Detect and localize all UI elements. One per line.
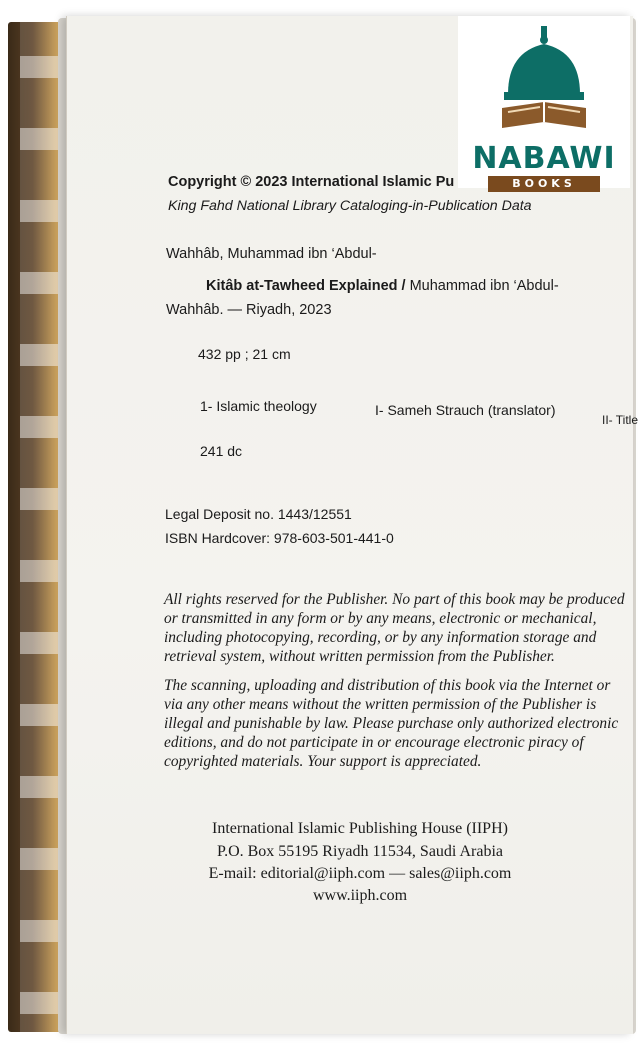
book-title: Kitâb at-Tawheed Explained / xyxy=(206,278,406,294)
cataloging-line: King Fahd National Library Cataloging-in-Publication Data xyxy=(168,198,532,214)
rights-paragraph xyxy=(164,590,630,666)
scanning-line: via any other means without the written permission of the Publisher is xyxy=(164,696,597,713)
logo-wordmark: NABAWI xyxy=(472,141,616,176)
title-author: Muhammad ibn ‘Abdul- xyxy=(405,278,559,294)
logo-subtitle: BOOKS xyxy=(488,176,600,192)
publisher-website: www.iiph.com xyxy=(312,887,408,904)
dewey-line: 241 dc xyxy=(200,443,243,459)
dome-book-icon xyxy=(498,24,590,134)
pages-line: 432 pp ; 21 cm xyxy=(198,346,291,362)
nabawi-logo xyxy=(458,16,630,188)
author-line: Wahhâb, Muhammad ibn ‘Abdul- xyxy=(166,246,377,262)
rights-line: or transmitted in any form or by any means, electronic or mechanical, xyxy=(164,610,597,627)
scanning-line: The scanning, uploading and distribution of this book via the Internet or xyxy=(164,677,611,694)
scanning-line: editions, and do not participate in or encourage electronic piracy of xyxy=(164,734,584,751)
title-line xyxy=(206,278,559,294)
scanning-paragraph xyxy=(164,676,630,771)
copyright-line: Copyright © 2023 International Islamic Pu xyxy=(168,174,455,190)
rights-line: including photocopying, recording, or by any information storage and xyxy=(164,629,597,646)
publisher-name: International Islamic Publishing House (IIPH) xyxy=(212,820,508,837)
legal-deposit: Legal Deposit no. 1443/12551 xyxy=(165,506,352,522)
subject-2: I- Sameh Strauch (translator) xyxy=(375,402,556,418)
subject-1: 1- Islamic theology xyxy=(200,398,317,414)
publisher-address: P.O. Box 55195 Riyadh 11534, Saudi Arabia xyxy=(216,843,504,860)
title-line-2: Wahhâb. — Riyadh, 2023 xyxy=(166,302,332,318)
subject-3: II- Title xyxy=(602,413,639,427)
rights-line: retrieval system, without written permission from the Publisher. xyxy=(164,648,555,665)
isbn-line: ISBN Hardcover: 978-603-501-441-0 xyxy=(165,530,394,546)
publisher-email: E-mail: editorial@iiph.com — sales@iiph.com xyxy=(208,865,512,882)
rights-line: All rights reserved for the Publisher. No part of this book may be produced xyxy=(164,591,625,608)
scanning-line: copyrighted materials. Your support is appreciated. xyxy=(164,753,482,770)
scanning-line: illegal and punishable by law. Please purchase only authorized electronic xyxy=(164,715,619,732)
